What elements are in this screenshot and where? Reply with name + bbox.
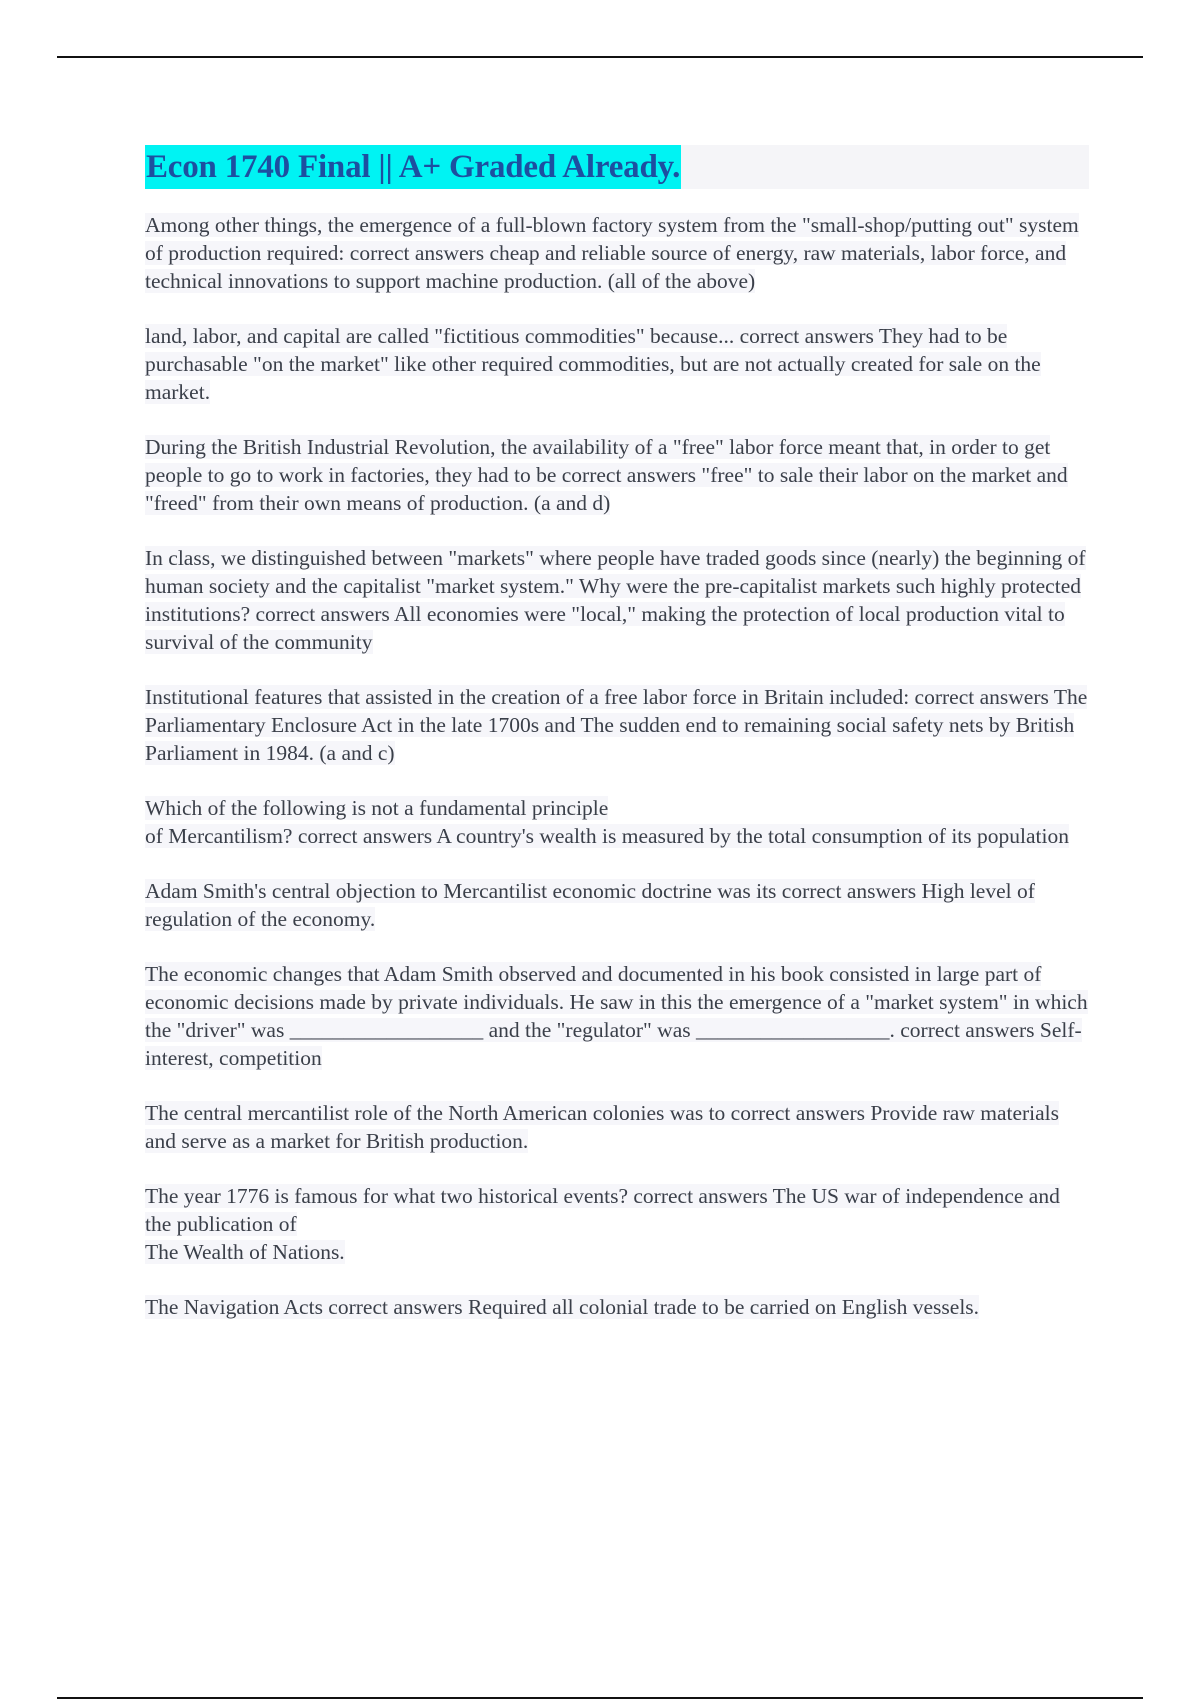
qa-item-2: [145, 322, 1089, 406]
top-rule: [57, 56, 1143, 58]
qa-text-line-1: The year 1776 is famous for what two historical events? correct answers The US war of independence and the publication of: [145, 1184, 1060, 1236]
qa-item-3: [145, 433, 1089, 517]
qa-text: Adam Smith's central objection to Mercantilist economic doctrine was its correct answers High level of regulation of the economy.: [145, 879, 1035, 931]
qa-item-1: [145, 211, 1089, 295]
bottom-rule: [57, 1697, 1143, 1699]
qa-item-6: [145, 794, 1089, 850]
qa-text-line-2: The Wealth of Nations.: [145, 1240, 345, 1264]
qa-text: The economic changes that Adam Smith observed and documented in his book consisted in large part of economic decisions made by private individuals. He saw in this the emergence of a "market system" in which the "driver" was __________________ and the "regulator" was __________________. correct answers Self-interest, competition: [145, 962, 1088, 1070]
qa-text: The central mercantilist role of the North American colonies was to correct answers Provide raw materials and serve as a market for British production.: [145, 1101, 1060, 1153]
qa-text-line-1: Which of the following is not a fundamental principle: [145, 796, 609, 820]
qa-item-8: [145, 960, 1089, 1072]
qa-text-line-2: of Mercantilism? correct answers A country's wealth is measured by the total consumption of its population: [145, 824, 1069, 848]
title-band: [145, 145, 1089, 189]
qa-item-9: [145, 1099, 1089, 1155]
qa-text: Institutional features that assisted in the creation of a free labor force in Britain included: correct answers The Parliamentary Enclosure Act in the late 1700s and The sudden end to remaining social safety nets by British Parliament in 1984. (a and c): [145, 685, 1088, 765]
qa-item-5: [145, 683, 1089, 767]
document-title: Econ 1740 Final || A+ Graded Already.: [145, 145, 681, 189]
qa-text: The Navigation Acts correct answers Required all colonial trade to be carried on English vessels.: [145, 1295, 980, 1319]
qa-text: In class, we distinguished between "markets" where people have traded goods since (nearly) the beginning of human society and the capitalist "market system." Why were the pre-capitalist markets such highly protected institutions? correct answers All economies were "local," making the protection of local production vital to survival of the community: [145, 546, 1086, 654]
qa-text: land, labor, and capital are called "fictitious commodities" because... correct answers They had to be purchasable "on the market" like other required commodities, but are not actually created for sale on the market.: [145, 324, 1041, 404]
qa-item-10: [145, 1182, 1089, 1266]
qa-item-7: [145, 877, 1089, 933]
qa-text: During the British Industrial Revolution, the availability of a "free" labor force meant that, in order to get people to go to work in factories, they had to be correct answers "free" to sale their labor on the market and "freed" from their own means of production. (a and d): [145, 435, 1068, 515]
document-body: [145, 145, 1089, 1348]
qa-item-11: [145, 1293, 1089, 1321]
qa-text: Among other things, the emergence of a full-blown factory system from the "small-shop/putting out" system of production required: correct answers cheap and reliable source of energy, raw materials, labor force, and technical innovations to support machine production. (all of the above): [145, 213, 1079, 293]
qa-item-4: [145, 544, 1089, 656]
